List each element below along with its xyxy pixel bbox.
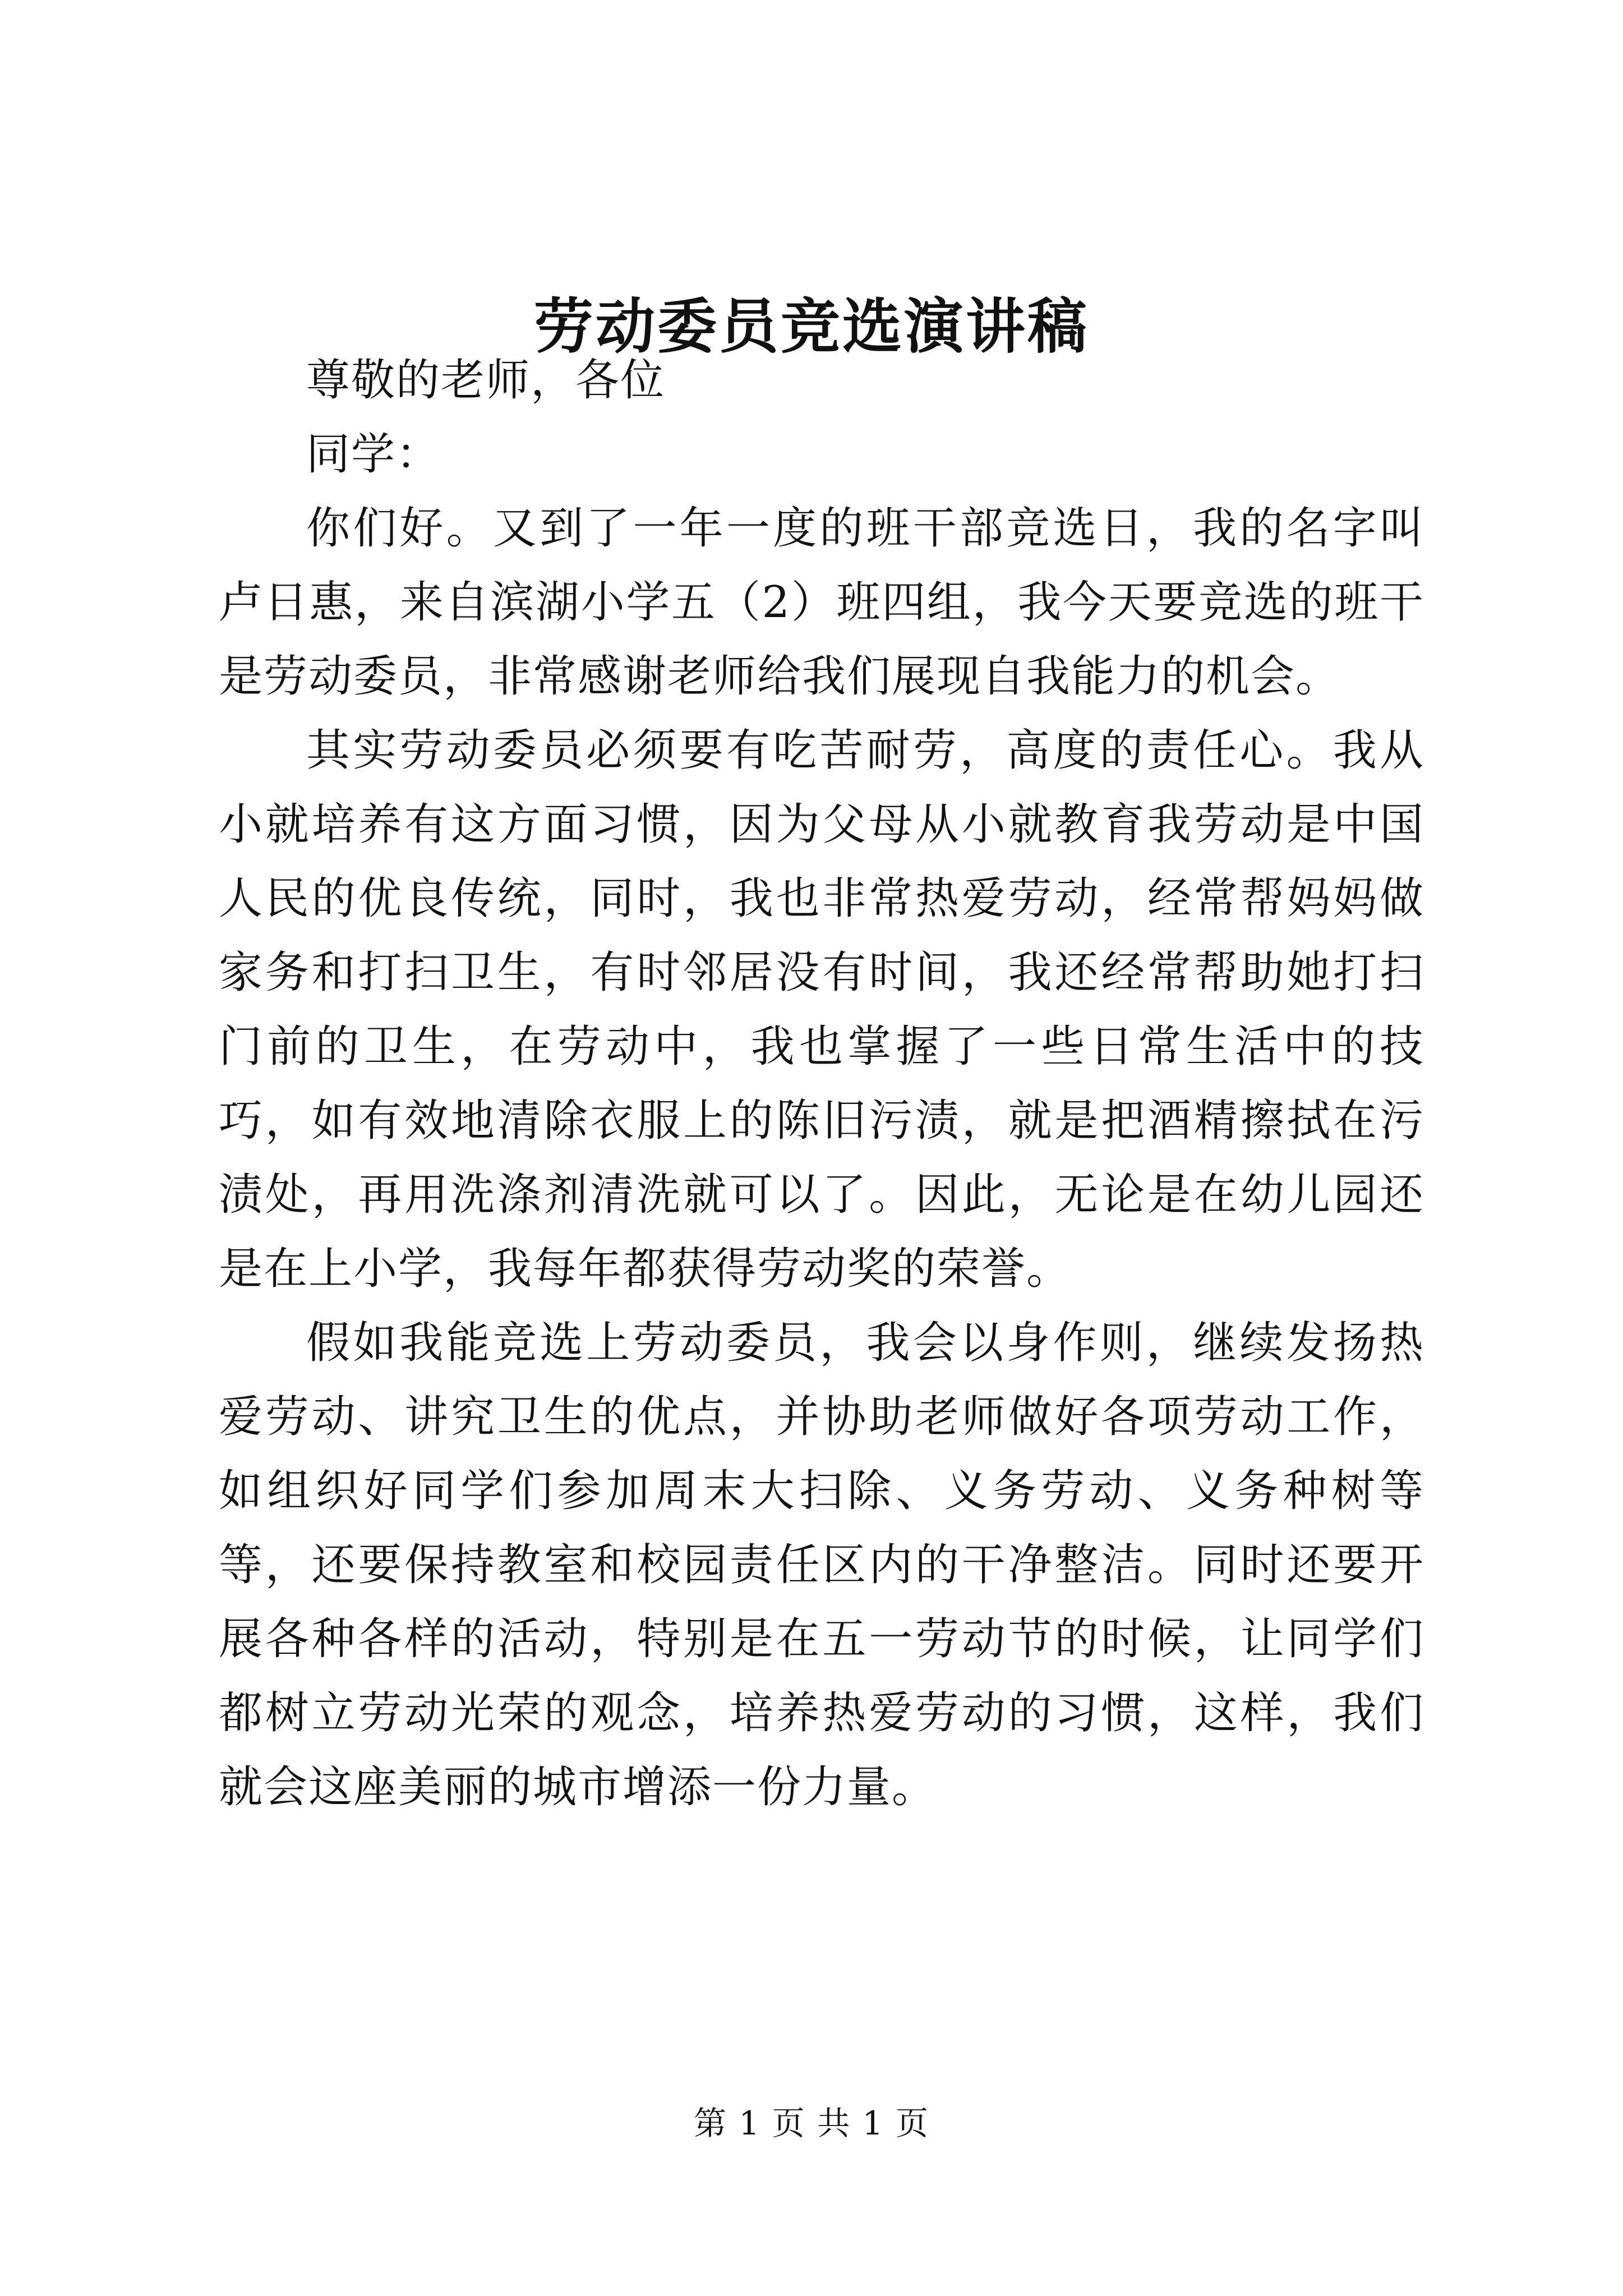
- document-title: 劳动委员竞选演讲稿: [534, 291, 1089, 361]
- paragraph-experience: 其实劳动委员必须要有吃苦耐劳，高度的责任心。我从小就培养有这方面习惯，因为父母从小就教育我劳动是中国人民的优良传统，同时，我也非常热爱劳动，经常帮妈妈做家务和打扫卫生，有时邻居没有时间，我还经常帮助她打扫门前的卫生，在劳动中，我也掌握了一些日常生活中的技巧，如有效地清除衣服上的陈旧污渍，就是把酒精擦拭在污渍处，再用洗涤剂清洗就可以了。因此，无论是在幼儿园还是在上小学，我每年都获得劳动奖的荣誉。: [219, 725, 1424, 1294]
- paragraph-introduction: 你们好。又到了一年一度的班干部竞选日，我的名字叫卢日惠，来自滨湖小学五（2）班四组，我今天要竞选的班干是劳动委员，非常感谢老师给我们展现自我能力的机会。: [219, 503, 1424, 702]
- salutation-line-2: 同学：: [306, 429, 441, 480]
- document-body: [219, 343, 1424, 1824]
- page-footer: 第 1 页 共 1 页: [694, 2104, 929, 2142]
- paragraph-plans: 假如我能竞选上劳动委员，我会以身作则，继续发扬热爱劳动、讲究卫生的优点，并协助老师做好各项劳动工作，如组织好同学们参加周末大扫除、义务劳动、义务种树等等，还要保持教室和校园责任区内的干净整洁。同时还要开展各种各样的活动，特别是在五一劳动节的时候，让同学们都树立劳动光荣的观念，培养热爱劳动的习惯，这样，我们就会这座美丽的城市增添一份力量。: [219, 1318, 1424, 1812]
- salutation-line-1: 尊敬的老师，各位: [306, 355, 666, 406]
